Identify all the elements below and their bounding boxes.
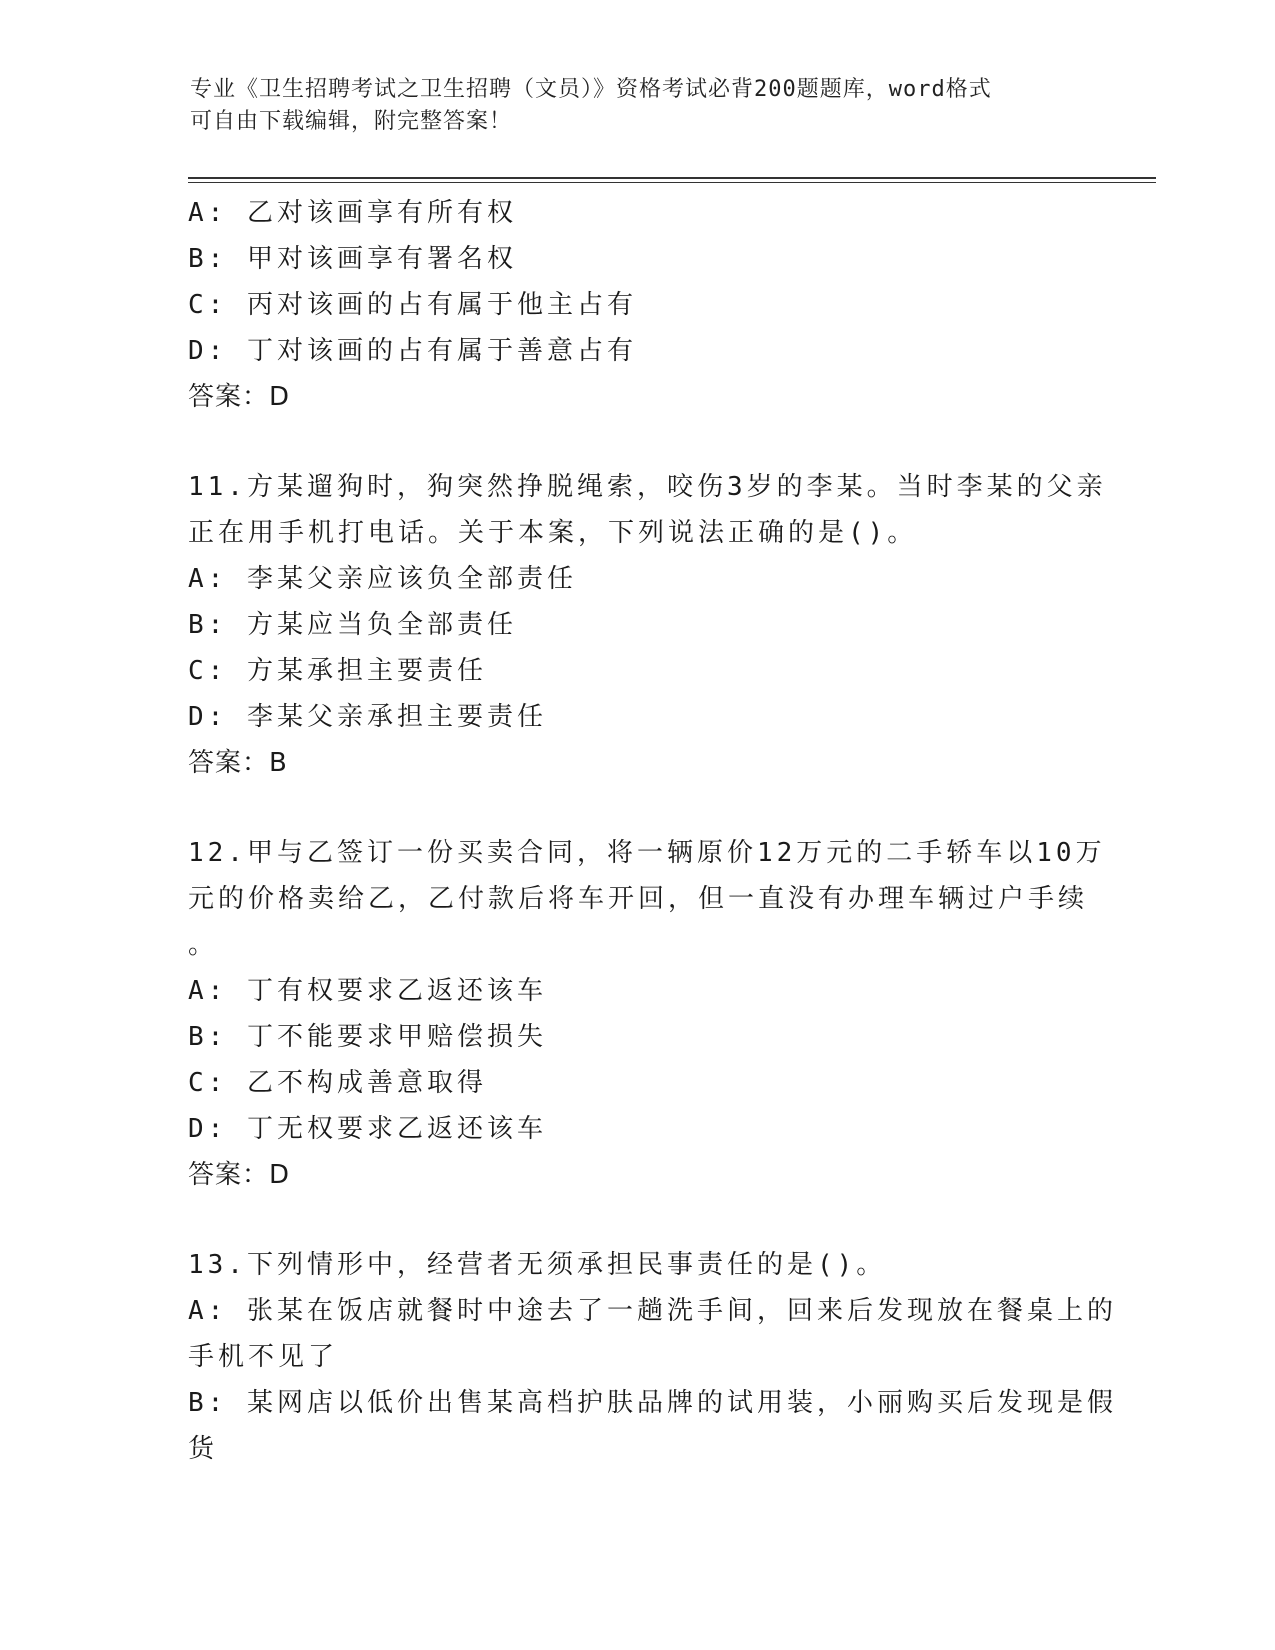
question-stem-line: 11.方某遛狗时，狗突然挣脱绳索，咬伤3岁的李某。当时李某的父亲 [188,472,1107,502]
option-b: B: 方某应当负全部责任 [188,610,517,640]
question-stem-line: 12.甲与乙签订一份买卖合同，将一辆原价12万元的二手轿车以10万 [188,838,1106,868]
option-b: B: 甲对该画享有署名权 [188,244,517,274]
option-a: A: 张某在饭店就餐时中途去了一趟洗手间，回来后发现放在餐桌上的 [188,1296,1117,1326]
answer: 答案：D [188,382,291,412]
document-header [190,74,1090,138]
option-d: D: 丁对该画的占有属于善意占有 [188,336,637,366]
question-stem-line: 元的价格卖给乙，乙付款后将车开回，但一直没有办理车辆过户手续 [188,884,1089,914]
header-line-2: 可自由下载编辑，附完整答案！ [190,109,513,134]
option-a: A: 乙对该画享有所有权 [188,198,517,228]
option-b: B: 丁不能要求甲赔偿损失 [188,1022,547,1052]
question-list [188,190,1117,1472]
option-d: D: 丁无权要求乙返还该车 [188,1114,547,1144]
question-10-continued [188,190,1088,420]
option-b-continued: 货 [188,1434,219,1464]
option-c: C: 丙对该画的占有属于他主占有 [188,290,637,320]
header-line-1: 专业《卫生招聘考试之卫生招聘（文员）》资格考试必背200题题库，word格式 [190,77,992,102]
question-stem-line: 。 [188,930,219,960]
question-stem-line: 正在用手机打电话。关于本案，下列说法正确的是()。 [188,518,918,548]
question-11 [188,464,1107,786]
question-stem-line: 13.下列情形中，经营者无须承担民事责任的是()。 [188,1250,887,1280]
option-c: C: 方某承担主要责任 [188,656,487,686]
option-b: B: 某网店以低价出售某高档护肤品牌的试用装，小丽购买后发现是假 [188,1388,1117,1418]
option-c: C: 乙不构成善意取得 [188,1068,487,1098]
header-divider-thin [188,182,1156,183]
option-a: A: 李某父亲应该负全部责任 [188,564,577,594]
answer: 答案：D [188,1160,291,1190]
option-d: D: 李某父亲承担主要责任 [188,702,547,732]
option-a-continued: 手机不见了 [188,1342,339,1372]
question-12 [188,830,1106,1198]
option-a: A: 丁有权要求乙返还该车 [188,976,547,1006]
question-13 [188,1242,1117,1472]
answer: 答案：B [188,748,288,778]
header-divider-thick [188,177,1156,179]
